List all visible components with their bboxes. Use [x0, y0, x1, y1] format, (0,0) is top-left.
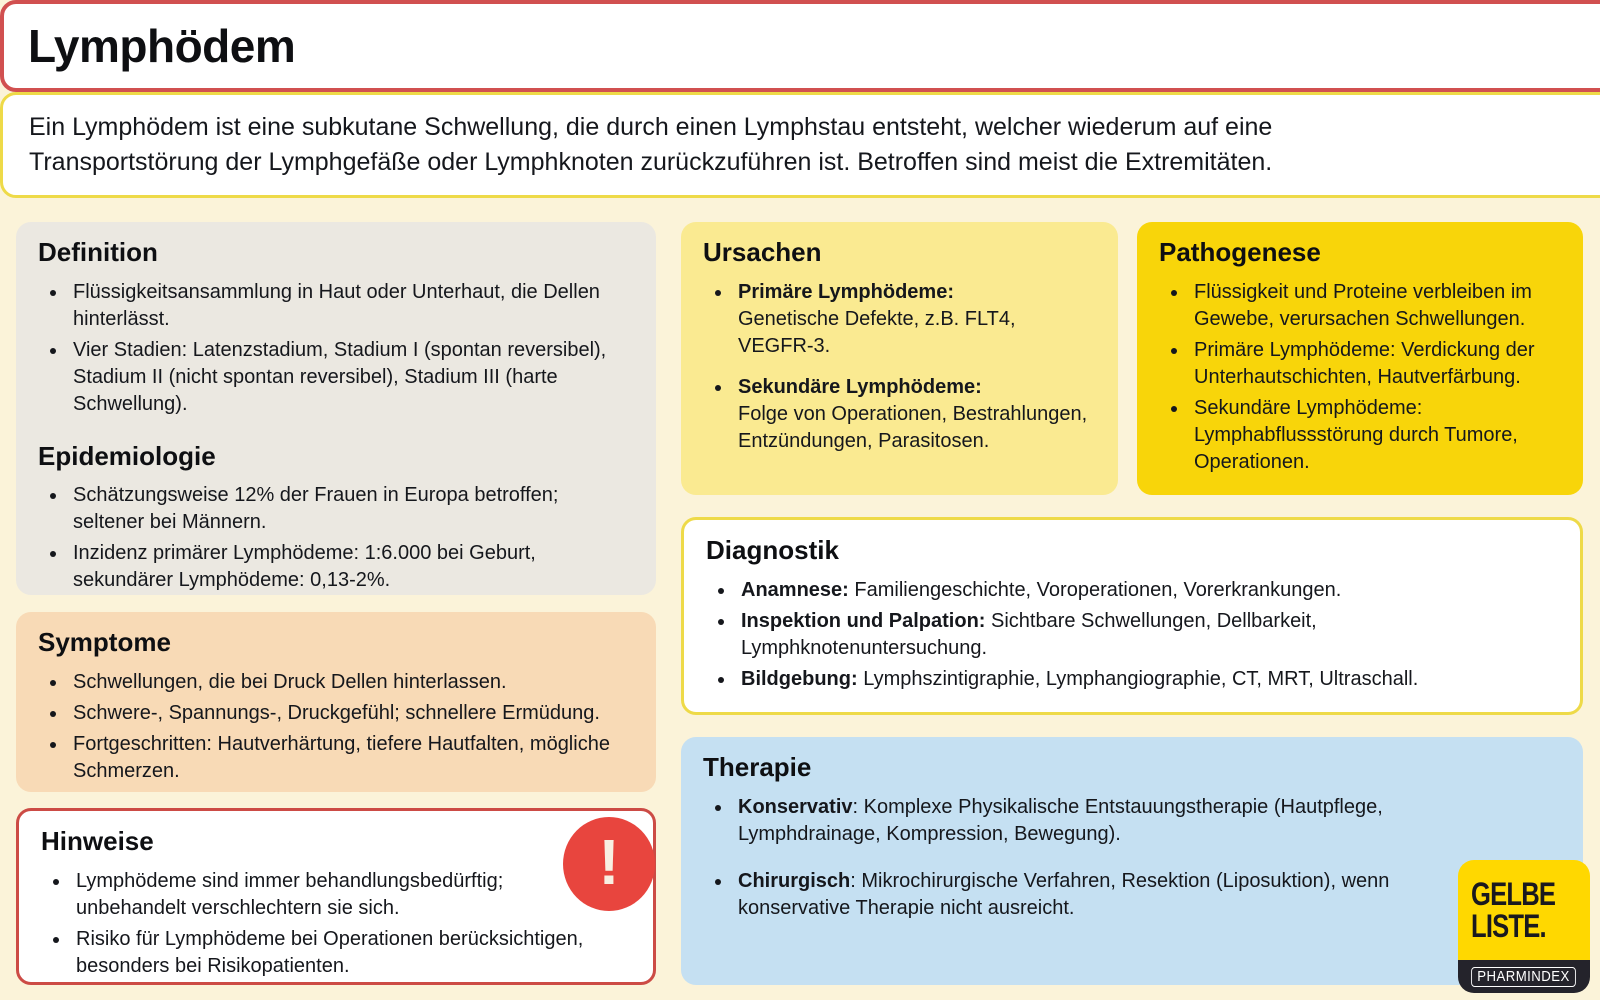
bullet-item: • Sekundäre Lymphödeme: Folge von Operationen, Bestrahlungen, Entzündungen, Parasitosen. [733, 374, 1096, 455]
bullet-item: • Schwere-, Spannungs-, Druckgefühl; schnellere Ermüdung. [68, 700, 634, 727]
bullet-item: • Anamnese: Familiengeschichte, Voroperationen, Vorerkrankungen. [736, 577, 1558, 604]
logo-wordmark [1458, 860, 1590, 960]
definition-bullet-list [38, 279, 634, 418]
logo-line-2: LISTE. [1471, 908, 1546, 944]
bullet-item: • Inspektion und Palpation: Sichtbare Schwellungen, Dellbarkeit, Lymphknotenuntersuchung. [736, 608, 1558, 662]
bullet-item: • Risiko für Lymphödeme bei Operationen berücksichtigen, besonders bei Risikopatienten. [71, 926, 591, 980]
bullet-item: • Konservativ: Komplexe Physikalische Entstauungstherapie (Hautpflege, Lymphdrainage, Kompression, Bewegung). [733, 794, 1433, 848]
ursachen-heading: Ursachen [703, 237, 822, 267]
bullet-item: • Schwellungen, die bei Druck Dellen hinterlassen. [68, 669, 634, 696]
bullet-item: • Flüssigkeit und Proteine verbleiben im Gewebe, verursachen Schwellungen. [1189, 279, 1561, 333]
bullet-item: • Primäre Lymphödeme: Genetische Defekte, z.B. FLT4, VEGFR-3. [733, 279, 1096, 360]
ursachen-bullet-list [703, 279, 1096, 455]
definition-heading: Definition [38, 237, 158, 267]
diagnostik-heading: Diagnostik [706, 535, 839, 565]
epidemiologie-bullet-list [38, 482, 634, 594]
bullet-item: • Bildgebung: Lymphszintigraphie, Lymphangiographie, CT, MRT, Ultraschall. [736, 666, 1558, 693]
intro-card [0, 92, 1600, 198]
therapie-heading: Therapie [703, 752, 812, 782]
logo-subtitle: PHARMINDEX [1472, 967, 1577, 987]
diagnostik-bullet-list [706, 577, 1558, 693]
pathogenese-heading: Pathogenese [1159, 237, 1321, 267]
section-symptome [16, 612, 656, 792]
bullet-item: • Sekundäre Lymphödeme: Lymphabflussstörung durch Tumore, Operationen. [1189, 395, 1561, 476]
epidemiologie-heading: Epidemiologie [38, 440, 216, 471]
section-therapie [681, 737, 1583, 985]
hinweise-heading: Hinweise [41, 826, 154, 856]
bullet-item: • Inzidenz primärer Lymphödeme: 1:6.000 bei Geburt, sekundärer Lymphödeme: 0,13-2%. [68, 540, 634, 594]
page-title: Lymphödem [28, 20, 296, 72]
section-pathogenese [1137, 222, 1583, 495]
section-ursachen [681, 222, 1118, 495]
hinweise-bullet-list [41, 868, 591, 980]
intro-text: Ein Lymphödem ist eine subkutane Schwellung, die durch einen Lymphstau entsteht, welcher wiederum auf eine Transportstörung der Lymphgefäße oder Lymphknoten zurückzuführen ist. Betroffen sind meist die Extremitäten. [29, 113, 1273, 176]
symptome-bullet-list [38, 669, 634, 785]
therapie-bullet-list [703, 794, 1433, 922]
symptome-heading: Symptome [38, 627, 171, 657]
gelbe-liste-logo [1458, 860, 1590, 993]
bullet-item: • Chirurgisch: Mikrochirurgische Verfahren, Resektion (Liposuktion), wenn konservative Therapie nicht ausreicht. [733, 868, 1433, 922]
bullet-item: • Primäre Lymphödeme: Verdickung der Unterhautschichten, Hautverfärbung. [1189, 337, 1561, 391]
bullet-item: • Vier Stadien: Latenzstadium, Stadium I (spontan reversibel), Stadium II (nicht spontan reversibel), Stadium III (harte Schwellung). [68, 337, 634, 418]
pathogenese-bullet-list [1159, 279, 1561, 476]
logo-subtitle-band [1458, 960, 1590, 993]
section-hinweise [16, 808, 656, 985]
title-card [0, 0, 1600, 92]
bullet-item: • Lymphödeme sind immer behandlungsbedürftig; unbehandelt verschlechtern sie sich. [71, 868, 591, 922]
alert-exclamation-icon [563, 817, 655, 911]
bullet-item: • Schätzungsweise 12% der Frauen in Europa betroffen; seltener bei Männern. [68, 482, 634, 536]
alert-glyph: ! [598, 826, 620, 898]
bullet-item: • Flüssigkeitsansammlung in Haut oder Unterhaut, die Dellen hinterlässt. [68, 279, 634, 333]
logo-line-1: GELBE [1471, 876, 1556, 912]
section-diagnostik [681, 517, 1583, 715]
section-definition-epidemiologie [16, 222, 656, 595]
bullet-item: • Fortgeschritten: Hautverhärtung, tiefere Hautfalten, mögliche Schmerzen. [68, 731, 634, 785]
